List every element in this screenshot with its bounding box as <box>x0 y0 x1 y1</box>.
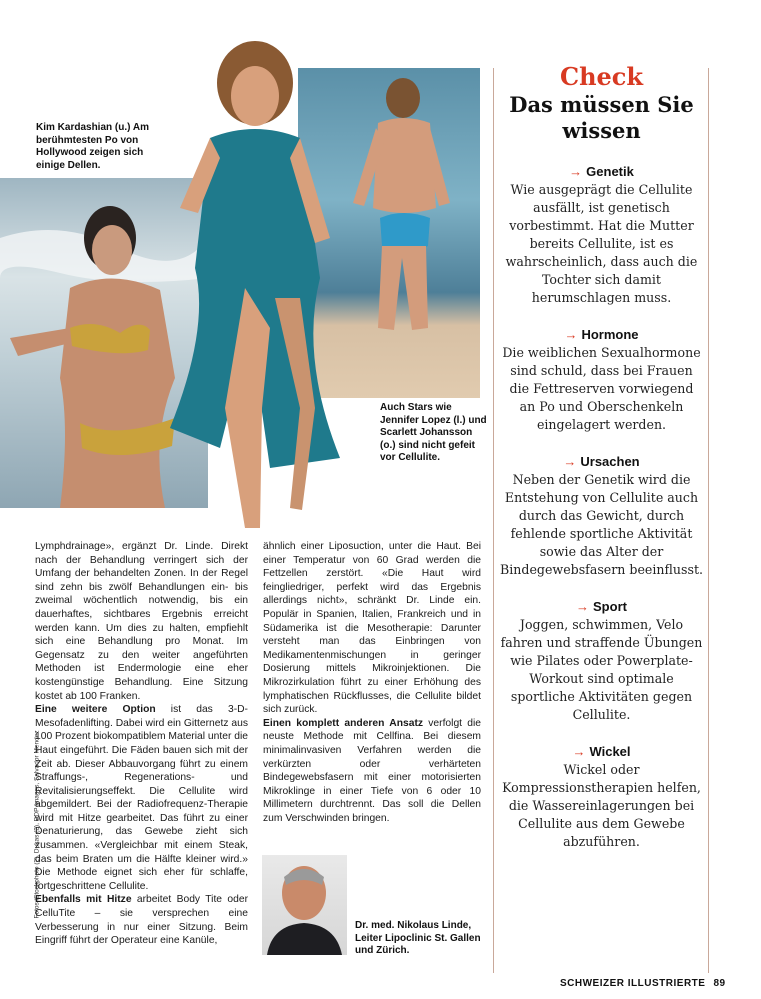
section-text-genetik: Wie ausgeprägt die Cellulite ausfällt, ist genetisch vorbestimmt. Hat die Mutter bereits Cellulite, ist es wahrscheinlich, dass auch die Tochter sich damit herumschlagen muss. <box>505 182 698 305</box>
paragraph-text: verfolgt die neuste Methode mit Cellfina. Bei diesem minimalinvasiven Verfahren werden die verkürzten oder verhärteten Bindegewebsfasern mit einer motorisierten Mikroklinge in einer Tiefe von 6 oder 10 Millimetern durchtrennt. Das soll die Dellen zum Verschwinden bringen. <box>263 717 481 824</box>
arrow-right-icon: → <box>564 327 578 342</box>
section-heading-genetik: → Genetik <box>569 164 634 179</box>
section-text-hormone: Die weiblichen Sexualhormone sind schuld, dass bei Frauen die Fettreserven vorwiegend an Po und Oberschenkeln eingelagert werden. <box>502 345 701 432</box>
section-heading-wickel: → Wickel <box>572 744 631 759</box>
section-heading-ursachen: → Ursachen <box>563 454 640 469</box>
article-column-1 <box>35 540 248 948</box>
article-column-2 <box>263 540 481 825</box>
column-divider <box>493 68 494 973</box>
arrow-right-icon: → <box>563 454 577 469</box>
arrow-right-icon: → <box>576 599 590 614</box>
section-text-wickel: Wickel oder Kompressionstherapien helfen, die Wassereinlagerungen bei Cellulite aus dem Gewebe abzuführen. <box>502 762 701 849</box>
paragraph <box>35 893 248 947</box>
magazine-name: SCHWEIZER ILLUSTRIERTE <box>560 978 706 989</box>
paragraph-text: ist das 3-D-Mesofadenlifting. Dabei wird ein Gitternetz aus 100 Prozent biokompatiblem Material unter die Haut eingeführt. Die Fäden bauen sich mit der Zeit ab. Dieser Abbauvorgang führt zu einem Straffungs-, Regenerations- und Revitalisierungseffekt. Die Cellulite wird abgemildert. Bei der Radiofrequenz-Therapie wird mit Hitze gearbeitet. Das führt zu einer Denaturierung, das Gewebe zieht sich zusammen. «Vergleichbar mit einem Steak, das beim Braten um die Hälfte kleiner wird.» Die Methode eignet sich eher für schlaffe, fortgeschrittene Cellulite. <box>35 704 248 892</box>
paragraph <box>35 703 248 893</box>
paragraph-lead: Eine weitere Option <box>35 704 156 716</box>
arrow-right-icon: → <box>569 164 583 179</box>
page-footer <box>560 978 726 989</box>
paragraph-lead: Einen komplett anderen Ansatz <box>263 717 424 729</box>
check-subtitle: Das müssen Sie wissen <box>509 92 694 143</box>
caption-stars: Auch Stars wie Jennifer Lopez (l.) und Scarlett Johansson (o.) sind nicht gefeit vor Cellulite. <box>380 402 487 463</box>
check-box <box>500 62 703 851</box>
arrow-right-icon: → <box>572 744 586 759</box>
paragraph: Lymphdrainage», ergänzt Dr. Linde. Direkt nach der Behandlung verringert sich der Umfang der behandelten Zonen. In der Regel sind zehn bis zwölf Behandlungen ein- bis zweimal wöchentlich notwendig, bis ein dauerhaftes, sichtbares Ergebnis erreicht werden kann. Um dies zu halten, empfiehlt sich eine Behandlung pro Monat. Im Gegensatz zu den weiter angeführten Methoden ist Endermologie eine eher kostengünstige Behandlung. Eine Sitzung kostet ab 100 Franken. <box>35 541 248 702</box>
paragraph-text: arbeitet Body Tite oder CelluTite – sie versprechen eine Verbesserung in nur einer Sitzung. Beim Eingriff führt der Operateur eine Kanüle, <box>35 894 248 947</box>
section-heading-hormone: → Hormone <box>564 327 639 342</box>
paragraph-lead: Ebenfalls mit Hitze <box>35 894 132 906</box>
section-heading-sport: → Sport <box>576 599 627 614</box>
caption-nikolaus-linde: Dr. med. Nikolaus Linde, Leiter Lipoclinic St. Gallen und Zürich. <box>355 920 481 956</box>
photo-credit: Fotos iStockphoto (2), Dukas (2), DDP Images, Salvador Mendez <box>33 730 41 919</box>
photo-jennifer-lopez <box>150 28 360 548</box>
paragraph <box>263 717 481 826</box>
box-border <box>708 68 709 973</box>
check-title: Check <box>559 62 644 91</box>
paragraph: ähnlich einer Liposuction, unter die Haut. Bei einer Temperatur von 60 Grad werden die Fettzellen zerstört. «Die Haut wird feingliedriger, perfekt wird das Ergebnis allerdings nicht», schränkt Dr. Linde ein. Populär in Spanien, Italien, Frankreich und in Südamerika ist die Mesotherapie: Darunter versteht man das Einbringen von Medikamentenmischungen in geringer Dosierung mittels Mikroinjektionen. Die Mikrozirkulation führt zu einer Erhöhung des lymphatischen Rückflusses, die Cellulite bildet sich zurück. <box>263 541 481 716</box>
photo-nikolaus-linde <box>262 855 347 955</box>
section-text-sport: Joggen, schwimmen, Velo fahren und straffende Übungen wie Pilates oder Powerplate-Workout sind optimale sportliche Aktivitäten gegen Cellulite. <box>500 617 703 722</box>
page-number: 89 <box>713 978 726 989</box>
caption-kim-kardashian: Kim Kardashian (u.) Am berühmtesten Po von Hollywood zeigen sich einige Dellen. <box>36 122 149 171</box>
section-text-ursachen: Neben der Genetik wird die Entstehung von Cellulite auch durch das Gewicht, durch fehlende sportliche Aktivität sowie das Alter der Bindegewebsfasern beeinflusst. <box>500 472 704 577</box>
